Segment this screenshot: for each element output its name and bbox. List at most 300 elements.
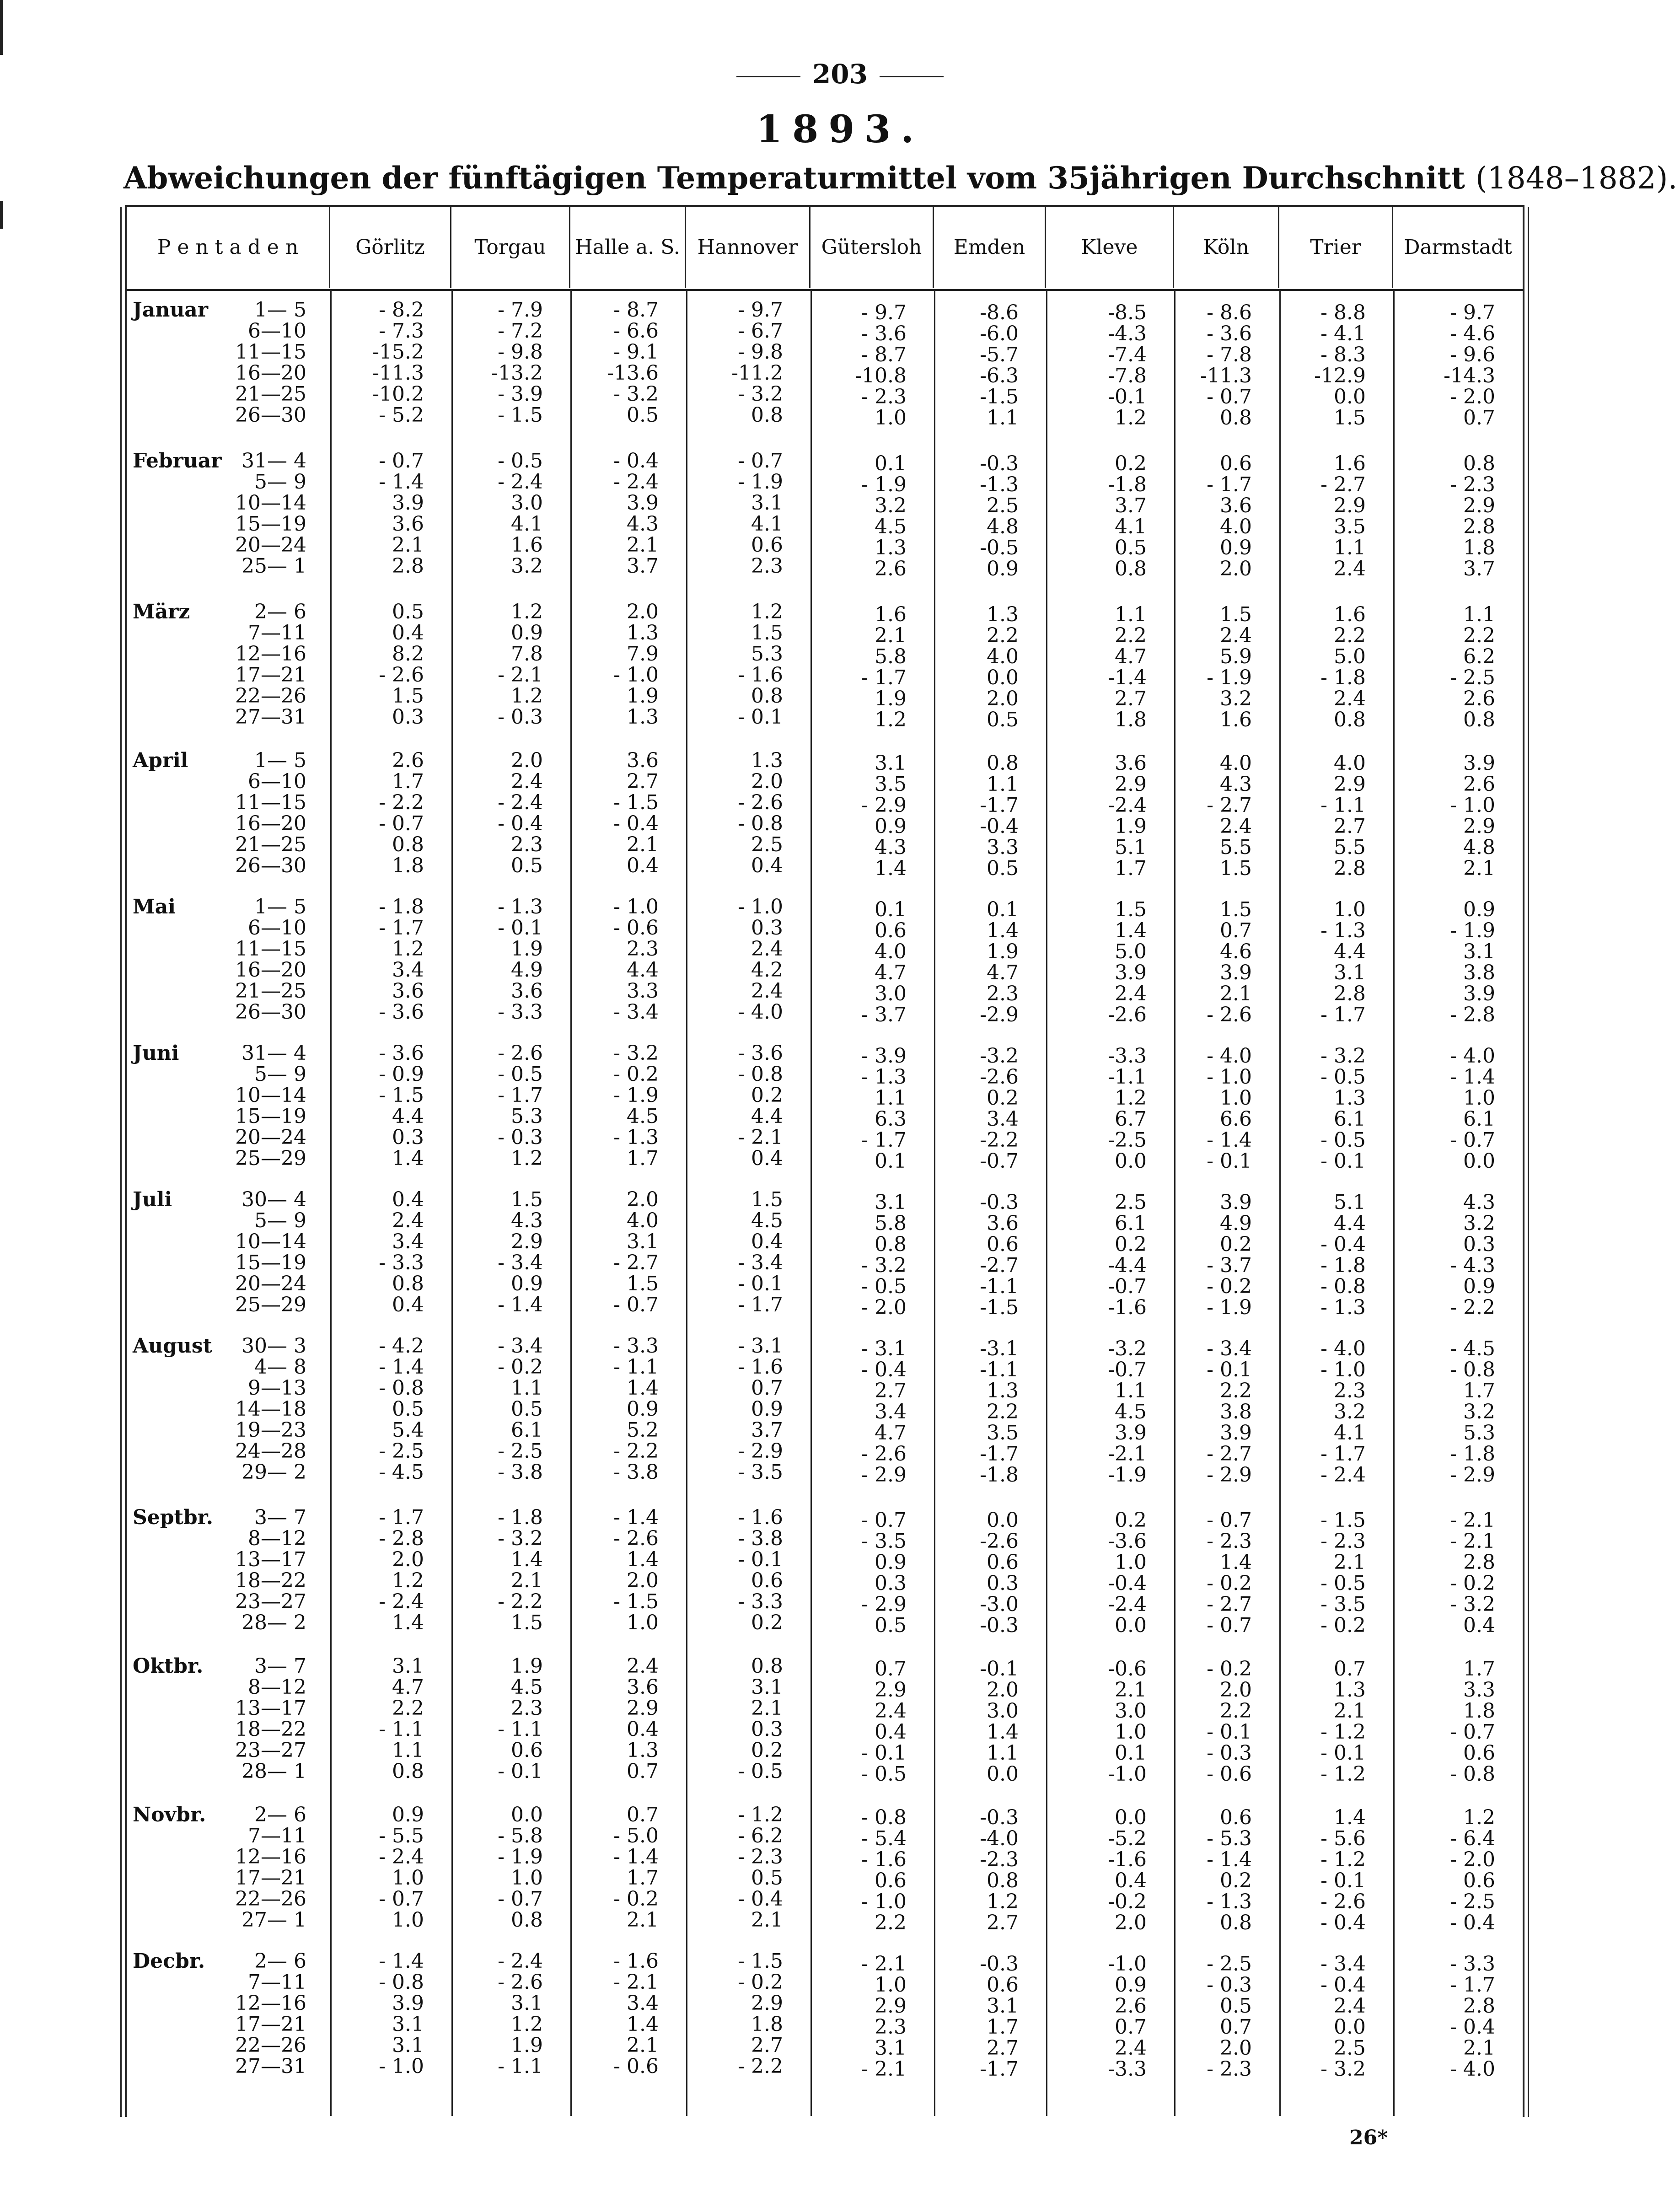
value-cell: - 2.7 — [1320, 473, 1366, 496]
value-cell: 2.2 — [1463, 624, 1495, 647]
value-cell: 0.0 — [1463, 1149, 1495, 1173]
value-cell: - 1.6 — [613, 1949, 659, 1973]
value-cell: 2.9 — [875, 1678, 907, 1702]
value-cell: 0.2 — [1220, 1233, 1252, 1256]
value-cell: - 3.2 — [498, 1527, 543, 1550]
value-cell: 1.9 — [1115, 815, 1147, 838]
value-cell: 0.3 — [751, 1718, 783, 1741]
value-cell: - 1.6 — [738, 1355, 783, 1379]
value-cell: - 0.4 — [1320, 1973, 1366, 1997]
value-cell: - 2.6 — [738, 791, 783, 814]
title-years: (1848–1882). — [1476, 161, 1678, 196]
header-station: Darmstadt — [1404, 235, 1512, 259]
value-cell: 0.6 — [511, 1739, 543, 1762]
pentade-label: 4— 8 — [254, 1355, 306, 1379]
value-cell: 2.0 — [1220, 1678, 1252, 1702]
value-cell: - 1.1 — [498, 1718, 543, 1741]
month-label: März — [133, 600, 190, 623]
value-cell: - 1.7 — [1450, 1973, 1495, 1997]
value-cell: -3.2 — [1108, 1337, 1147, 1360]
value-cell: 1.5 — [1220, 603, 1252, 626]
value-cell: 0.2 — [1220, 1869, 1252, 1892]
value-cell: - 6.7 — [738, 319, 783, 343]
value-cell: - 0.7 — [738, 449, 783, 473]
pentade-label: 21—25 — [235, 979, 306, 1003]
value-cell: - 4.2 — [379, 1334, 424, 1358]
value-cell: 2.0 — [511, 749, 543, 772]
value-cell: - 3.2 — [861, 1254, 907, 1277]
value-cell: 1.3 — [987, 1379, 1019, 1402]
value-cell: -4.4 — [1108, 1254, 1147, 1277]
value-cell: 5.2 — [627, 1418, 659, 1442]
value-cell: - 9.1 — [613, 340, 659, 364]
value-cell: - 1.4 — [379, 1355, 424, 1379]
value-cell: 4.5 — [875, 515, 907, 538]
value-cell: 1.9 — [511, 937, 543, 961]
value-cell: - 1.7 — [1207, 473, 1252, 496]
value-cell: - 4.1 — [1320, 322, 1366, 345]
pentade-label: 27—31 — [235, 2055, 306, 2078]
value-cell: - 0.1 — [1320, 1869, 1366, 1892]
value-cell: 0.1 — [875, 898, 907, 921]
margin-mark — [0, 0, 3, 55]
value-cell: - 6.6 — [613, 319, 659, 343]
value-cell: -6.3 — [980, 364, 1019, 387]
value-cell: 3.0 — [511, 491, 543, 515]
value-cell: 0.7 — [751, 1376, 783, 1400]
pentade-label: 5— 9 — [254, 470, 306, 494]
header-station: Kleve — [1046, 206, 1174, 288]
value-cell: 4.6 — [1220, 940, 1252, 963]
value-cell: 5.3 — [511, 1105, 543, 1128]
value-cell: 0.0 — [1115, 1149, 1147, 1173]
value-cell: - 0.1 — [738, 1272, 783, 1295]
value-cell: - 1.9 — [1207, 1296, 1252, 1319]
value-cell: -0.7 — [980, 1149, 1019, 1173]
pentade-label: 8—12 — [248, 1675, 306, 1699]
value-cell: - 2.0 — [1450, 385, 1495, 408]
value-cell: 2.8 — [1463, 1551, 1495, 1574]
value-cell: - 5.2 — [379, 403, 424, 427]
header-station: Emden — [934, 206, 1046, 288]
value-cell: 0.6 — [987, 1233, 1019, 1256]
value-cell: 1.4 — [627, 1376, 659, 1400]
value-cell: 4.9 — [1220, 1212, 1252, 1235]
value-cell: - 0.4 — [1320, 1233, 1366, 1256]
value-cell: - 9.8 — [738, 340, 783, 364]
value-cell: - 1.3 — [498, 895, 543, 918]
value-cell: 1.0 — [1334, 898, 1366, 921]
value-cell: 1.0 — [1115, 1551, 1147, 1574]
value-cell: 0.9 — [751, 1397, 783, 1421]
value-cell: 2.4 — [1115, 982, 1147, 1005]
value-cell: - 2.6 — [1320, 1890, 1366, 1913]
value-cell: -2.6 — [1108, 1003, 1147, 1026]
value-cell: - 2.2 — [613, 1439, 659, 1463]
value-cell: -1.1 — [980, 1275, 1019, 1298]
value-cell: 2.6 — [875, 557, 907, 580]
value-cell: 3.8 — [1220, 1400, 1252, 1423]
pentade-label: 17—21 — [235, 2013, 306, 2036]
value-cell: - 0.7 — [1207, 385, 1252, 408]
value-cell: 3.7 — [751, 1418, 783, 1442]
month-label: Decbr. — [133, 1949, 205, 1973]
value-cell: 3.2 — [1334, 1400, 1366, 1423]
value-cell: - 3.7 — [1207, 1254, 1252, 1277]
value-cell: 3.9 — [392, 1992, 424, 2015]
pentade-label: 16—20 — [235, 812, 306, 835]
value-cell: 1.7 — [987, 2015, 1019, 2039]
pentade-label: 11—15 — [235, 937, 306, 961]
value-cell: 5.9 — [1220, 645, 1252, 668]
header-station: Görlitz — [330, 206, 451, 288]
value-cell: 1.3 — [627, 621, 659, 644]
value-cell: - 1.2 — [738, 1803, 783, 1826]
value-cell: 5.8 — [875, 645, 907, 668]
value-cell: - 1.7 — [1320, 1442, 1366, 1466]
value-cell: - 0.1 — [1320, 1741, 1366, 1765]
value-cell: 0.2 — [1115, 1509, 1147, 1532]
value-cell: 0.7 — [875, 1657, 907, 1681]
pentade-label: 23—27 — [235, 1590, 306, 1613]
pentade-label: 6—10 — [248, 319, 306, 343]
value-cell: - 3.1 — [738, 1334, 783, 1358]
value-cell: 2.3 — [875, 2015, 907, 2039]
value-cell: - 2.1 — [1450, 1509, 1495, 1532]
value-cell: 2.6 — [392, 749, 424, 772]
value-cell: 4.4 — [751, 1105, 783, 1128]
value-cell: -1.8 — [980, 1463, 1019, 1487]
value-cell: 4.2 — [751, 958, 783, 982]
value-cell: - 0.2 — [1207, 1657, 1252, 1681]
value-cell: -3.3 — [1108, 2057, 1147, 2081]
value-cell: -2.9 — [980, 1003, 1019, 1026]
page-number-text: 203 — [812, 59, 868, 90]
value-cell: 3.2 — [1463, 1400, 1495, 1423]
value-cell: - 0.7 — [613, 1293, 659, 1316]
value-cell: 0.8 — [1463, 708, 1495, 731]
value-cell: 0.9 — [875, 1551, 907, 1574]
value-cell: - 3.6 — [861, 322, 907, 345]
value-cell: 0.0 — [1115, 1806, 1147, 1829]
value-cell: 1.0 — [511, 1866, 543, 1890]
value-cell: - 1.5 — [379, 1084, 424, 1107]
value-cell: -2.6 — [980, 1065, 1019, 1089]
value-cell: - 0.5 — [738, 1760, 783, 1783]
value-cell: - 2.6 — [1207, 1003, 1252, 1026]
value-cell: 1.4 — [392, 1147, 424, 1170]
value-cell: 2.1 — [1115, 1678, 1147, 1702]
value-cell: 3.9 — [1220, 1421, 1252, 1444]
value-cell: - 2.7 — [1207, 1593, 1252, 1616]
value-cell: 2.5 — [1334, 2036, 1366, 2060]
value-cell: 3.9 — [1463, 982, 1495, 1005]
value-cell: 3.4 — [875, 1400, 907, 1423]
value-cell: 0.7 — [1463, 406, 1495, 430]
value-cell: 0.8 — [1334, 708, 1366, 731]
value-cell: - 1.7 — [861, 666, 907, 689]
value-cell: - 2.7 — [1207, 1442, 1252, 1466]
value-cell: 4.7 — [1115, 645, 1147, 668]
value-cell: - 0.2 — [1450, 1572, 1495, 1595]
pentade-label: 26—30 — [235, 1000, 306, 1024]
value-cell: 0.8 — [987, 752, 1019, 775]
value-cell: 0.9 — [511, 621, 543, 644]
value-cell: -1.5 — [980, 1296, 1019, 1319]
month-label: Februar — [133, 449, 222, 473]
value-cell: 0.8 — [1463, 452, 1495, 475]
value-cell: -1.9 — [1108, 1463, 1147, 1487]
value-cell: - 0.1 — [1207, 1720, 1252, 1744]
value-cell: 3.6 — [392, 979, 424, 1003]
pentade-label: 18—22 — [235, 1569, 306, 1592]
value-cell: 3.1 — [1463, 940, 1495, 963]
value-cell: - 3.6 — [379, 1042, 424, 1065]
value-cell: - 2.3 — [1450, 473, 1495, 496]
value-cell: - 5.0 — [613, 1824, 659, 1847]
value-cell: - 3.3 — [379, 1251, 424, 1274]
value-cell: 0.2 — [751, 1739, 783, 1762]
value-cell: 2.1 — [627, 533, 659, 557]
value-cell: 2.2 — [987, 624, 1019, 647]
value-cell: 0.5 — [987, 857, 1019, 880]
value-cell: 1.4 — [392, 1611, 424, 1634]
value-cell: - 3.6 — [1207, 322, 1252, 345]
value-cell: - 0.5 — [1320, 1128, 1366, 1152]
value-cell: - 7.8 — [1207, 343, 1252, 366]
value-cell: 4.0 — [1220, 752, 1252, 775]
header-station: Halle a. S. — [570, 206, 686, 288]
value-cell: 0.0 — [1334, 2015, 1366, 2039]
value-cell: - 3.2 — [1320, 1044, 1366, 1068]
value-cell: -5.7 — [980, 343, 1019, 366]
value-cell: 0.3 — [1463, 1233, 1495, 1256]
value-cell: 0.0 — [987, 1509, 1019, 1532]
value-cell: - 1.0 — [1450, 794, 1495, 817]
value-cell: 1.6 — [511, 533, 543, 557]
value-cell: 0.0 — [511, 1803, 543, 1826]
value-cell: 2.0 — [1220, 557, 1252, 580]
value-cell: - 1.2 — [1320, 1848, 1366, 1871]
value-cell: 0.6 — [1220, 452, 1252, 475]
value-cell: 4.0 — [987, 645, 1019, 668]
pentade-label: 28— 1 — [242, 1760, 306, 1783]
value-cell: - 1.8 — [1320, 1254, 1366, 1277]
pentade-label: 5— 9 — [254, 1063, 306, 1086]
value-cell: 4.1 — [511, 512, 543, 536]
value-cell: 6.1 — [1115, 1212, 1147, 1235]
value-cell: 0.6 — [1220, 1806, 1252, 1829]
value-cell: 2.2 — [1334, 624, 1366, 647]
value-cell: 0.6 — [875, 1869, 907, 1892]
value-cell: 3.6 — [627, 749, 659, 772]
value-cell: - 0.1 — [861, 1741, 907, 1765]
value-cell: 1.1 — [987, 1741, 1019, 1765]
margin-mark — [0, 201, 3, 229]
value-cell: 3.1 — [511, 1992, 543, 2015]
pentade-label: 11—15 — [235, 340, 306, 364]
value-cell: 1.8 — [1463, 1699, 1495, 1723]
value-cell: 0.7 — [1220, 919, 1252, 942]
value-cell: 2.1 — [875, 624, 907, 647]
value-cell: - 5.4 — [861, 1827, 907, 1850]
value-cell: - 3.2 — [1450, 1593, 1495, 1616]
value-cell: 3.6 — [511, 979, 543, 1003]
value-cell: - 0.2 — [1320, 1614, 1366, 1637]
value-cell: 1.2 — [511, 684, 543, 708]
value-cell: -4.3 — [1108, 322, 1147, 345]
value-cell: -0.7 — [1108, 1275, 1147, 1298]
value-cell: - 0.5 — [1320, 1065, 1366, 1089]
value-cell: -3.2 — [980, 1044, 1019, 1068]
value-cell: - 3.5 — [738, 1461, 783, 1484]
value-cell: - 0.8 — [861, 1806, 907, 1829]
value-cell: - 4.0 — [1320, 1337, 1366, 1360]
value-cell: 0.8 — [392, 1272, 424, 1295]
value-cell: -7.4 — [1108, 343, 1147, 366]
value-cell: 0.2 — [1115, 452, 1147, 475]
value-cell: - 3.4 — [738, 1251, 783, 1274]
pentade-label: 21—25 — [235, 382, 306, 406]
value-cell: -6.0 — [980, 322, 1019, 345]
value-cell: - 0.1 — [1207, 1149, 1252, 1173]
value-cell: 2.1 — [392, 533, 424, 557]
value-cell: -5.2 — [1108, 1827, 1147, 1850]
value-cell: 1.4 — [627, 2013, 659, 2036]
month-label: April — [133, 749, 188, 772]
pentade-label: 23—27 — [235, 1739, 306, 1762]
value-cell: 2.8 — [1334, 982, 1366, 1005]
value-cell: - 0.7 — [1450, 1128, 1495, 1152]
value-cell: 1.1 — [1334, 536, 1366, 559]
value-cell: - 2.8 — [379, 1527, 424, 1550]
value-cell: 4.1 — [751, 512, 783, 536]
value-cell: - 1.7 — [379, 916, 424, 940]
value-cell: 3.9 — [1220, 961, 1252, 984]
header-pentaden: P e n t a d e n — [127, 206, 330, 288]
value-cell: 2.0 — [1220, 2036, 1252, 2060]
value-cell: -0.3 — [980, 1952, 1019, 1976]
year-heading: 1893. — [756, 107, 924, 151]
value-cell: 1.6 — [1334, 452, 1366, 475]
value-cell: - 3.4 — [498, 1334, 543, 1358]
value-cell: - 1.3 — [1320, 1296, 1366, 1319]
value-cell: -1.8 — [1108, 473, 1147, 496]
value-cell: 0.9 — [1463, 898, 1495, 921]
value-cell: 4.7 — [875, 961, 907, 984]
value-cell: 0.7 — [1220, 2015, 1252, 2039]
value-cell: 6.1 — [511, 1418, 543, 1442]
value-cell: 2.9 — [1115, 773, 1147, 796]
column-divider — [810, 289, 812, 2116]
value-cell: - 2.9 — [861, 794, 907, 817]
value-cell: - 2.7 — [613, 1251, 659, 1274]
value-cell: 0.0 — [987, 1762, 1019, 1786]
value-cell: 3.4 — [392, 1230, 424, 1253]
pentade-label: 2— 6 — [254, 600, 306, 623]
value-cell: - 2.1 — [861, 2057, 907, 2081]
value-cell: - 1.1 — [613, 1355, 659, 1379]
value-cell: 0.4 — [392, 1188, 424, 1211]
value-cell: - 2.2 — [738, 2055, 783, 2078]
value-cell: 0.6 — [987, 1973, 1019, 1997]
value-cell: - 1.4 — [613, 1506, 659, 1529]
value-cell: 4.3 — [1463, 1191, 1495, 1214]
value-cell: 0.8 — [875, 1233, 907, 1256]
value-cell: 0.3 — [751, 916, 783, 940]
value-cell: 1.1 — [511, 1376, 543, 1400]
value-cell: 4.3 — [511, 1209, 543, 1232]
value-cell: 2.8 — [1463, 1994, 1495, 2018]
value-cell: - 6.4 — [1450, 1827, 1495, 1850]
value-cell: - 0.1 — [738, 1548, 783, 1571]
value-cell: - 1.4 — [613, 1845, 659, 1869]
value-cell: - 1.6 — [738, 663, 783, 687]
value-cell: 2.2 — [1220, 1699, 1252, 1723]
value-cell: 1.2 — [392, 937, 424, 961]
value-cell: 0.6 — [987, 1551, 1019, 1574]
value-cell: - 4.5 — [379, 1461, 424, 1484]
value-cell: 0.0 — [987, 666, 1019, 689]
value-cell: -0.3 — [980, 1614, 1019, 1637]
month-label: Juni — [133, 1042, 179, 1065]
value-cell: 1.2 — [511, 2013, 543, 2036]
column-divider — [451, 289, 453, 2116]
value-cell: 2.0 — [987, 687, 1019, 710]
value-cell: 2.9 — [751, 1992, 783, 2015]
value-cell: 0.6 — [751, 1569, 783, 1592]
value-cell: 2.6 — [1463, 773, 1495, 796]
value-cell: - 2.2 — [498, 1590, 543, 1613]
value-cell: - 0.7 — [1450, 1720, 1495, 1744]
value-cell: 2.2 — [392, 1697, 424, 1720]
pentade-label: 25—29 — [235, 1147, 306, 1170]
value-cell: 0.7 — [1115, 2015, 1147, 2039]
value-cell: 1.5 — [392, 684, 424, 708]
value-cell: - 8.3 — [1320, 343, 1366, 366]
value-cell: 7.8 — [511, 642, 543, 666]
value-cell: -1.7 — [980, 2057, 1019, 2081]
value-cell: 4.7 — [392, 1675, 424, 1699]
value-cell: - 2.5 — [1207, 1952, 1252, 1976]
value-cell: 2.9 — [511, 1230, 543, 1253]
value-cell: 0.0 — [1115, 1614, 1147, 1637]
value-cell: - 2.9 — [1207, 1463, 1252, 1487]
value-cell: -3.3 — [1108, 1044, 1147, 1068]
table-header — [127, 206, 1523, 291]
value-cell: 5.5 — [1334, 836, 1366, 859]
month-label: Septbr. — [133, 1506, 214, 1529]
value-cell: 0.6 — [1463, 1869, 1495, 1892]
pentade-label: 9—13 — [248, 1376, 306, 1400]
value-cell: - 3.2 — [613, 1042, 659, 1065]
value-cell: 0.9 — [1220, 536, 1252, 559]
value-cell: 5.0 — [1334, 645, 1366, 668]
value-cell: - 0.5 — [498, 1063, 543, 1086]
value-cell: - 1.3 — [861, 1065, 907, 1089]
value-cell: - 2.3 — [1320, 1530, 1366, 1553]
value-cell: - 0.4 — [613, 449, 659, 473]
value-cell: 0.3 — [987, 1572, 1019, 1595]
value-cell: - 5.8 — [498, 1824, 543, 1847]
value-cell: - 2.4 — [498, 1949, 543, 1973]
value-cell: - 4.0 — [1450, 1044, 1495, 1068]
pentade-label: 7—11 — [248, 1824, 306, 1847]
value-cell: - 8.8 — [1320, 301, 1366, 324]
value-cell: 2.0 — [627, 600, 659, 623]
value-cell: 0.5 — [751, 1866, 783, 1890]
value-cell: 1.5 — [1334, 406, 1366, 430]
